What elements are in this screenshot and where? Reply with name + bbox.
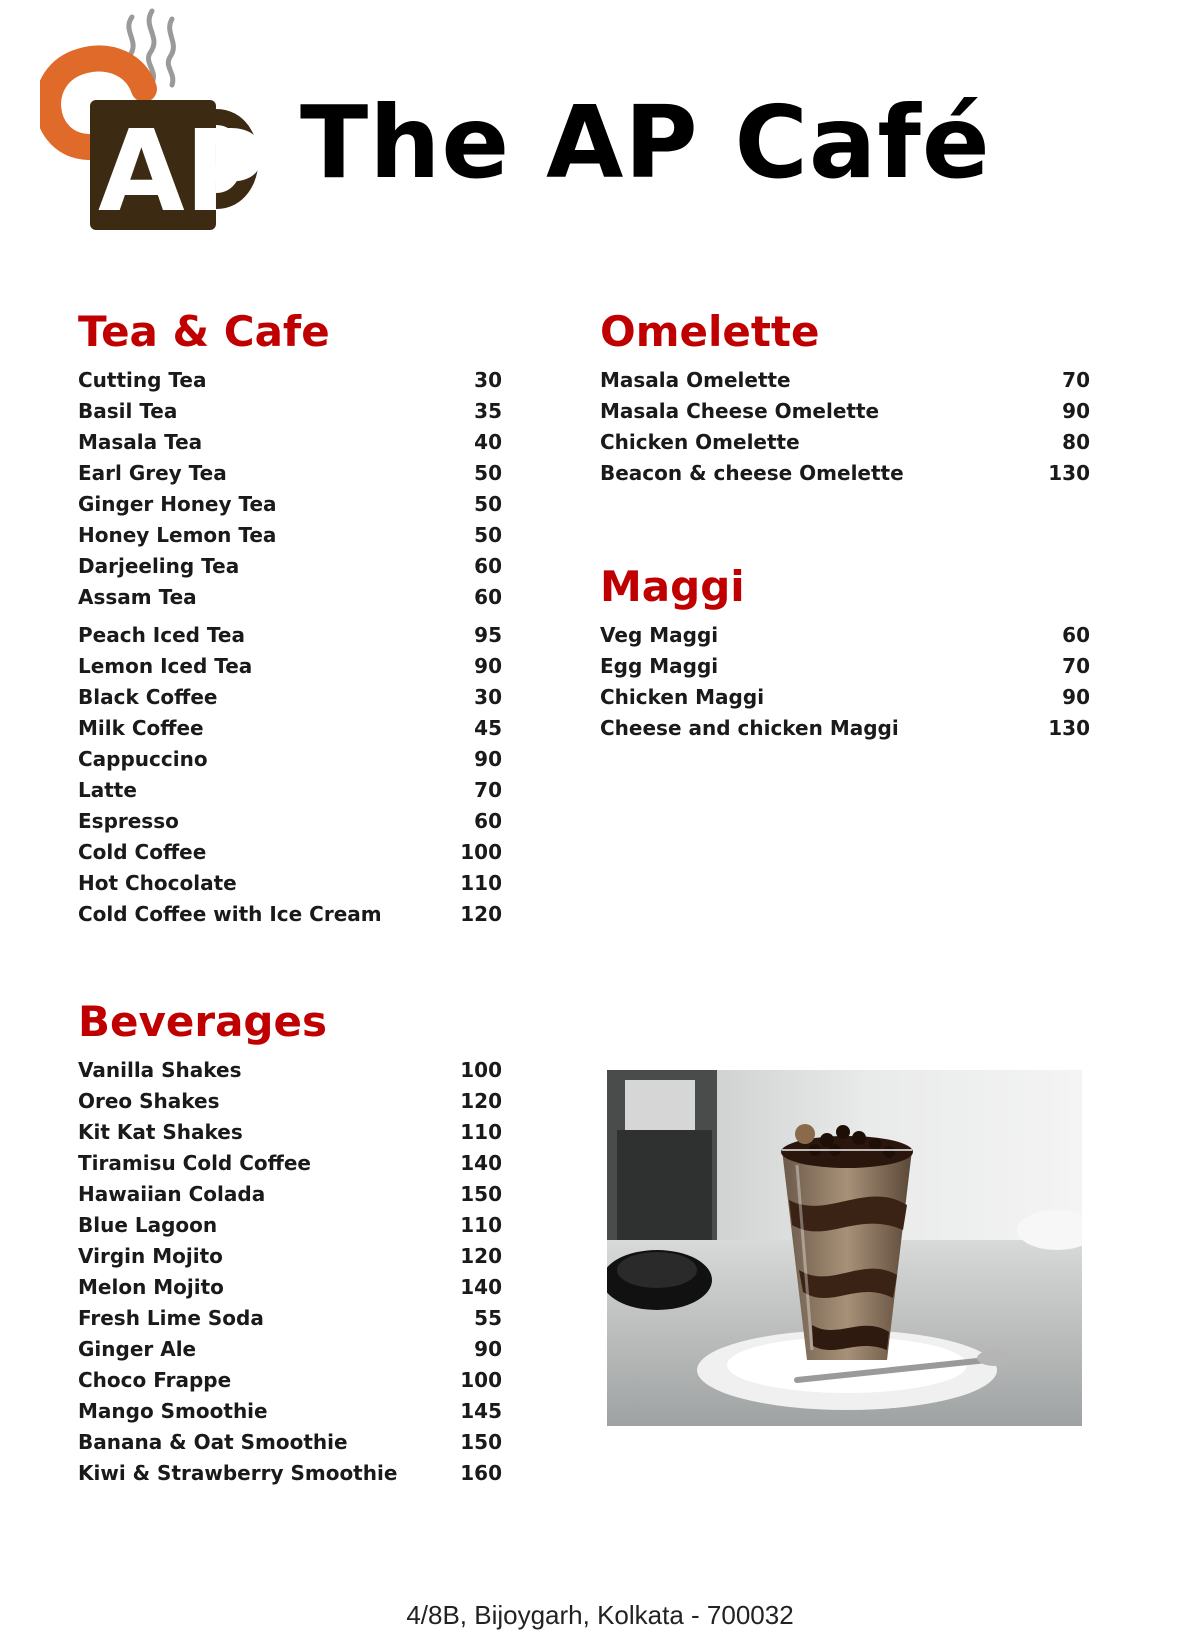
menu-item [78, 1117, 502, 1148]
menu-item [600, 651, 1090, 682]
item-name: Beacon & cheese Omelette [600, 461, 904, 485]
item-price: 60 [474, 585, 502, 609]
menu-item [78, 1055, 502, 1086]
item-name: Masala Cheese Omelette [600, 399, 880, 423]
tea-cafe-section [78, 305, 502, 930]
maggi-section [600, 560, 1090, 744]
item-name: Masala Omelette [600, 368, 791, 392]
menu-item [78, 489, 502, 520]
item-price: 90 [1062, 399, 1090, 423]
item-price: 100 [460, 840, 502, 864]
section-title: Beverages [78, 997, 327, 1046]
item-name: Mango Smoothie [78, 1399, 268, 1423]
item-price: 90 [474, 747, 502, 771]
item-name: Masala Tea [78, 430, 203, 454]
menu-item [78, 582, 502, 613]
menu-item [600, 396, 1090, 427]
footer-address: 4/8B, Bijoygarh, Kolkata - 700032 [406, 1600, 794, 1630]
menu-item [78, 1179, 502, 1210]
menu-item [78, 1272, 502, 1303]
item-price: 50 [474, 492, 502, 516]
menu-item [78, 682, 502, 713]
menu-item [600, 365, 1090, 396]
menu-item [78, 1303, 502, 1334]
header [40, 5, 1040, 245]
item-price: 110 [460, 1213, 502, 1237]
menu-item [78, 1365, 502, 1396]
item-price: 40 [474, 430, 502, 454]
item-name: Cutting Tea [78, 368, 207, 392]
item-price: 30 [474, 368, 502, 392]
item-price: 140 [460, 1275, 502, 1299]
item-price: 110 [460, 1120, 502, 1144]
item-price: 55 [474, 1306, 502, 1330]
item-name: Choco Frappe [78, 1368, 232, 1392]
item-name: Fresh Lime Soda [78, 1306, 264, 1330]
item-name: Virgin Mojito [78, 1244, 223, 1268]
item-name: Chicken Maggi [600, 685, 765, 709]
menu-item [600, 458, 1090, 489]
item-name: Egg Maggi [600, 654, 719, 678]
item-price: 120 [460, 902, 502, 926]
item-name: Darjeeling Tea [78, 554, 240, 578]
item-name: Oreo Shakes [78, 1089, 220, 1113]
menu-item [78, 744, 502, 775]
cafe-name: The AP Café [300, 84, 991, 201]
item-name: Banana & Oat Smoothie [78, 1430, 348, 1454]
item-name: Espresso [78, 809, 179, 833]
menu-item [78, 520, 502, 551]
item-price: 120 [460, 1244, 502, 1268]
menu-item [78, 1396, 502, 1427]
item-price: 60 [474, 554, 502, 578]
item-price: 160 [460, 1461, 502, 1485]
item-price: 100 [460, 1368, 502, 1392]
menu-item [78, 620, 502, 651]
item-price: 110 [460, 871, 502, 895]
menu-item [78, 427, 502, 458]
item-price: 90 [474, 654, 502, 678]
menu-item [78, 1210, 502, 1241]
menu-item [78, 651, 502, 682]
item-name: Blue Lagoon [78, 1213, 218, 1237]
item-name: Ginger Honey Tea [78, 492, 277, 516]
item-price: 70 [474, 778, 502, 802]
item-price: 130 [1048, 461, 1090, 485]
section-title: Maggi [600, 562, 745, 611]
item-price: 145 [460, 1399, 502, 1423]
item-name: Assam Tea [78, 585, 197, 609]
menu-item [600, 427, 1090, 458]
item-name: Melon Mojito [78, 1275, 224, 1299]
menu-item [600, 713, 1090, 744]
item-name: Milk Coffee [78, 716, 204, 740]
menu-item [78, 1458, 502, 1489]
item-name: Tiramisu Cold Coffee [78, 1151, 311, 1175]
item-price: 45 [474, 716, 502, 740]
item-price: 35 [474, 399, 502, 423]
menu-item [600, 682, 1090, 713]
item-price: 30 [474, 685, 502, 709]
omelette-section [600, 305, 1090, 489]
item-price: 50 [474, 523, 502, 547]
menu-item [78, 775, 502, 806]
item-name: Kiwi & Strawberry Smoothie [78, 1461, 398, 1485]
item-name: Cold Coffee [78, 840, 207, 864]
menu-item [78, 551, 502, 582]
item-price: 90 [1062, 685, 1090, 709]
item-price: 150 [460, 1430, 502, 1454]
item-name: Chicken Omelette [600, 430, 800, 454]
dessert-photo [607, 1070, 1082, 1426]
item-price: 140 [460, 1151, 502, 1175]
section-title: Tea & Cafe [78, 307, 330, 356]
item-name: Peach Iced Tea [78, 623, 245, 647]
item-name: Veg Maggi [600, 623, 719, 647]
item-name: Hot Chocolate [78, 871, 237, 895]
section-title: Omelette [600, 307, 820, 356]
item-name: Black Coffee [78, 685, 218, 709]
menu-item [78, 1148, 502, 1179]
item-price: 70 [1062, 368, 1090, 392]
item-name: Cold Coffee with Ice Cream [78, 902, 382, 926]
item-price: 60 [474, 809, 502, 833]
menu-item [78, 458, 502, 489]
item-name: Cappuccino [78, 747, 208, 771]
menu-item [78, 365, 502, 396]
item-name: Vanilla Shakes [78, 1058, 242, 1082]
menu-item [78, 396, 502, 427]
item-name: Latte [78, 778, 137, 802]
item-name: Kit Kat Shakes [78, 1120, 243, 1144]
menu-item [78, 713, 502, 744]
beverages-section [78, 995, 502, 1489]
item-name: Hawaiian Colada [78, 1182, 266, 1206]
item-price: 130 [1048, 716, 1090, 740]
item-price: 150 [460, 1182, 502, 1206]
logo-letters: AP [98, 107, 267, 237]
item-price: 80 [1062, 430, 1090, 454]
item-price: 60 [1062, 623, 1090, 647]
menu-item [78, 868, 502, 899]
menu-item [78, 1334, 502, 1365]
menu-item [78, 899, 502, 930]
item-price: 50 [474, 461, 502, 485]
item-price: 90 [474, 1337, 502, 1361]
menu-item [78, 1241, 502, 1272]
cafe-logo-cup-icon [40, 5, 270, 245]
menu-item [78, 1427, 502, 1458]
item-name: Honey Lemon Tea [78, 523, 277, 547]
item-price: 95 [474, 623, 502, 647]
menu-item [78, 806, 502, 837]
item-name: Cheese and chicken Maggi [600, 716, 899, 740]
item-price: 120 [460, 1089, 502, 1113]
menu-item [78, 1086, 502, 1117]
item-name: Earl Grey Tea [78, 461, 227, 485]
item-price: 70 [1062, 654, 1090, 678]
menu-item [78, 837, 502, 868]
menu-item [600, 620, 1090, 651]
item-name: Basil Tea [78, 399, 178, 423]
item-price: 100 [460, 1058, 502, 1082]
item-name: Ginger Ale [78, 1337, 197, 1361]
item-name: Lemon Iced Tea [78, 654, 253, 678]
